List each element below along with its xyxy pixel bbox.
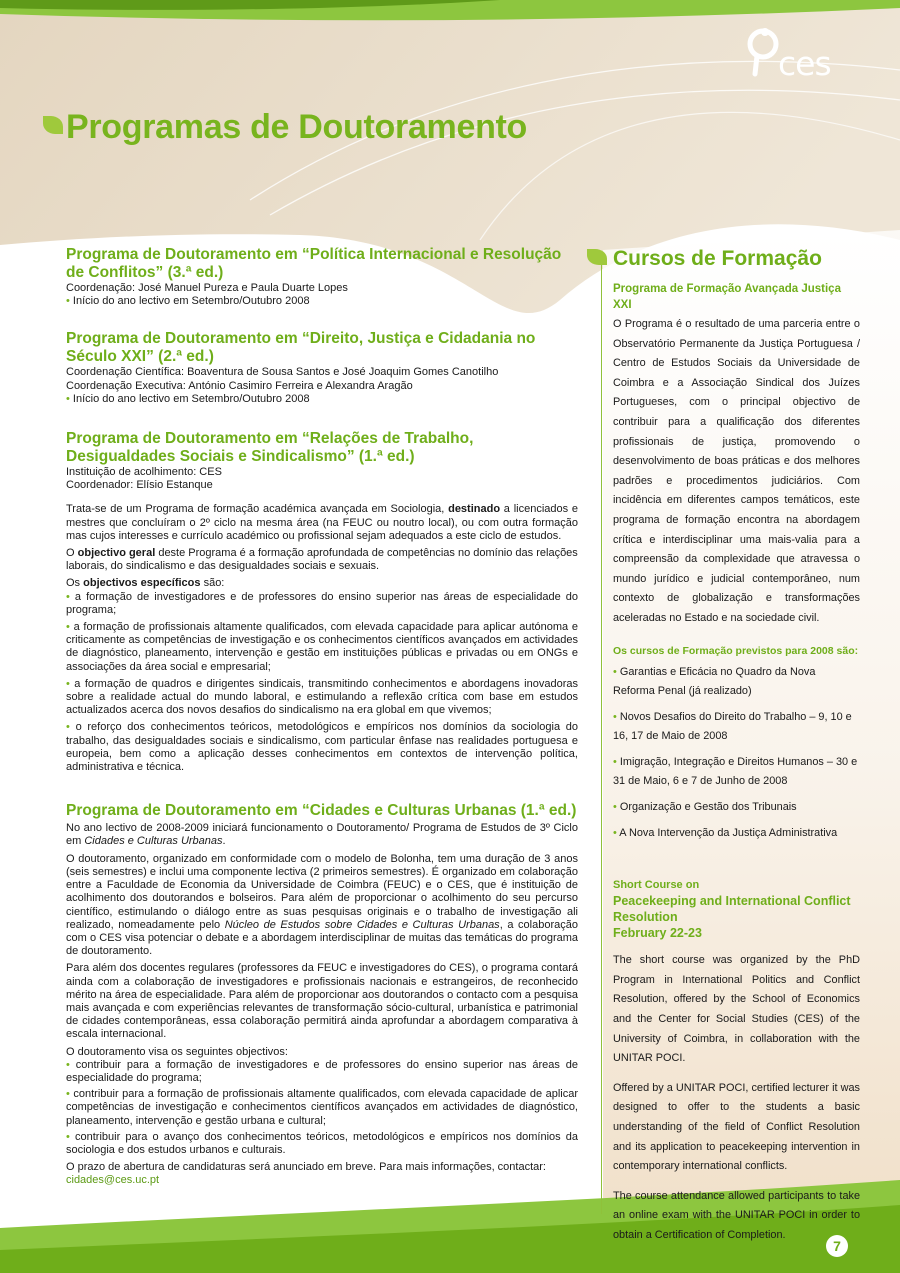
- list-item: • A Nova Intervenção da Justiça Administrativa: [613, 826, 838, 839]
- bullet-icon: •: [613, 710, 617, 723]
- column-divider: [601, 262, 602, 1214]
- bullet-icon: •: [66, 1088, 70, 1101]
- intro-paragraph: Trata-se de um Programa de formação académica avançada em Sociologia, destinado a licenciados e mestres que concluíram o 2º ciclo na mesma área (na FEUC ou noutro local), ou com outra formação mas cujos interesses e currículo académico ou profissional sejam adequados a este ciclo de estudos.: [66, 503, 578, 542]
- bullet-icon: •: [66, 295, 70, 308]
- program-urban-cultures: [66, 802, 578, 1187]
- short-course-date: February 22-23: [613, 926, 702, 941]
- short-course-block: [613, 877, 860, 1245]
- bullet-icon: •: [66, 677, 70, 690]
- bullet-icon: •: [66, 621, 70, 634]
- program-title: Programa de Doutoramento em “Relações de Trabalho, Desigualdades Sociais e Sindicalismo” (1.ª ed.): [66, 430, 474, 466]
- bullet-icon: •: [613, 755, 617, 768]
- program-law-justice: [66, 330, 578, 406]
- program-description: O Programa é o resultado de uma parceria entre o Observatório Permanente da Justiça Portuguesa / Centro de Estudos Sociais da Universidade de Coimbra e a Associação Sindical dos Juízes Portugueses, com o principal objectivo de contribuir para a qualificação dos diferentes profissionais de justiça, promovendo o desenvolvimento de boas práticas e dos melhores padrões e procedimentos judiciários. Com incidência em diferentes campos temáticos, este programa de formação encontra na abordagem crítica e interdisciplinar uma mais-valia para a compreensão da complexidade que atravessa o mundo jurídico e judicial contemporâneo, num contexto de globalização e transformações aceleradas no Estado e na sociedade civil.: [613, 318, 860, 624]
- bullet-icon: •: [613, 826, 617, 839]
- list-item: • contribuir para a formação de profissionais altamente qualificados, com elevada capacidade de aplicar competências de investigação e conhecimentos científicos avançados em actividades de diagnóstico, planeamento, intervenção e gestão urbana e cultural;: [66, 1088, 578, 1127]
- bullet-icon: •: [613, 801, 617, 814]
- list-item: • o reforço dos conhecimentos teóricos, metodológicos e empíricos nos domínios da sociologia do trabalho, das desigualdades sociais e sindicalismo, com particular ênfase nas realidades portuguesa e europeia, bem como a aplicação desses conhecimentos em contextos de intervenção política, administrativa e técnica.: [66, 721, 579, 774]
- list-item: • Novos Desafios do Direito do Trabalho – 9, 10 e 16, 17 de Maio de 2008: [613, 710, 852, 743]
- paragraph: No ano lectivo de 2008-2009 iniciará funcionamento o Doutoramento/ Programa de Estudos de 3º Ciclo em Cidades e Culturas Urbanas.: [66, 822, 578, 848]
- closing-paragraph: O prazo de abertura de candidaturas será anunciado em breve. Para mais informações, contactar:: [66, 1161, 546, 1174]
- host-institution: Instituição de acolhimento: CES: [66, 466, 222, 479]
- list-item: • contribuir para a formação de investigadores e de professores do ensino superior nas áreas de especialidade do programa;: [66, 1058, 578, 1084]
- paragraph: Para além dos docentes regulares (professores da FEUC e investigadores do CES), o programa contará ainda com a colaboração de investigadores e profissionais nacionais e estrangeiros, de reconhecido mérito na área de especialidade. Para além de proporcionar aos doutorandos o contacto com a pesquisa mais avançada e com experiências relevantes de transformação sócio-cultural, urbanística e patrimonial de cidades contemporâneas, essa colaboração permitirá ainda aprofundar a abordagem comparativa à escala internacional.: [66, 962, 578, 1041]
- list-item: • Imigração, Integração e Direitos Humanos – 30 e 31 de Maio, 6 e 7 de Junho de 2008: [613, 755, 858, 788]
- program-labour-relations: [66, 430, 578, 774]
- page-number: 7: [826, 1235, 848, 1257]
- paragraph: O doutoramento, organizado em conformidade com o modelo de Bolonha, tem uma duração de 3 anos (seis semestres) e inclui uma componente lectiva (2 primeiros semestres). É organizado em colaboração entre a Faculdade de Economia da Universidade de Coimbra (FEUC) e o CES, que é instituição de acolhimento dos doutorandos e bolseiros. Para além de proporcionar o acolhimento do seu percurso científico, estimulando o diálogo entre as suas pesquisas originais e o trabalho de investigação ali realizado, nomeadamente pelo Núcleo de Estudos sobre Cidades e Culturas Urbanas, a colaboração com o CES visa potenciar o debate e a abordagem interdisciplinar de muitas das temáticas do programa de doutoramento.: [66, 852, 578, 958]
- bullet-icon: •: [66, 1058, 70, 1071]
- doctoral-programs-column: [66, 246, 578, 1188]
- paragraph: The course attendance allowed participants to take an online exam with the UNITAR POCI in order to obtain a Certification of Completion.: [613, 1189, 860, 1241]
- bullet-icon: •: [66, 721, 70, 734]
- short-course-label: Short Course on: [613, 879, 700, 892]
- specific-objectives-intro: Os objectivos específicos são:: [66, 577, 225, 590]
- bullet-icon: •: [66, 1130, 70, 1143]
- program-political-international: [66, 246, 578, 308]
- scientific-coordination: Coordenação Científica: Boaventura de Sousa Santos e José Joaquim Gomes Canotilho: [66, 366, 499, 379]
- executive-coordination: Coordenação Executiva: António Casimiro Ferreira e Alexandra Aragão: [66, 379, 413, 392]
- program-title: Programa de Doutoramento em “Direito, Justiça e Cidadania no Século XXI” (2.ª ed.): [66, 330, 536, 366]
- list-item: • a formação de profissionais altamente qualificados, com elevada capacidade para aplicar autónoma e criticamente as competências de investigação e os conhecimentos científicos avançados em actividades de diagnóstico, planeamento, intervenção e gestão em instituições públicas e privadas ou em ONGs e associações da área social e empresarial;: [66, 621, 578, 673]
- program-title: Programa de Doutoramento em “Cidades e Culturas Urbanas (1.ª ed.): [66, 802, 577, 820]
- paragraph: The short course was organized by the PhD Program in International Politics and Conflict Resolution, offered by the School of Economics and the Center for Social Studies (CES) of the University of Coimbra, in collaboration with the UNITAR POCI.: [613, 954, 860, 1065]
- list-item: • a formação de quadros e dirigentes sindicais, transmitindo conhecimentos e abordagens inovadoras sobre a realidade actual do mundo laboral, e estimulando a reflexão crítica com base em estudos actualizados acerca dos novos desafios do sindicalismo na era global em que vivemos;: [66, 677, 578, 717]
- coordination: Coordenação: José Manuel Pureza e Paula Duarte Lopes: [66, 282, 348, 294]
- list-item: • Organização e Gestão dos Tribunais: [613, 801, 797, 814]
- program-title: Programa de Doutoramento em “Política Internacional e Resolução de Conflitos” (3.ª ed.): [66, 246, 562, 281]
- list-item: • Garantias e Eficácia no Quadro da Nova Reforma Penal (já realizado): [613, 665, 816, 698]
- general-objective: O objectivo geral deste Programa é a formação aprofundada de competências no domínio das relações laborais, do sindicalismo e das desigualdades sociais e sexuais.: [66, 547, 578, 573]
- bullet-icon: •: [66, 392, 70, 405]
- page-title: Programas de Doutoramento: [66, 108, 528, 146]
- start-date: • Início do ano lectivo em Setembro/Outubro 2008: [66, 392, 310, 405]
- ces-logo-text: ces: [778, 44, 831, 83]
- section-title: Cursos de Formação: [613, 247, 822, 270]
- list-item: • contribuir para o avanço dos conhecimentos teóricos, metodológicos e empíricos nos domínios da sociologia e dos estudos urbanos e culturais.: [66, 1130, 578, 1156]
- program-subtitle: Programa de Formação Avançada Justiça XXI: [613, 283, 841, 311]
- bullet-icon: •: [66, 590, 70, 603]
- start-date: • Início do ano lectivo em Setembro/Outubro 2008: [66, 295, 310, 308]
- short-course-title: Peacekeeping and International Conflict Resolution: [613, 894, 851, 925]
- paragraph: Offered by a UNITAR POCI, certified lecturer it was designed to offer to the students a basic understanding of the field of Conflict Resolution and its application to peacekeeping intervention in contemporary international conflicts.: [613, 1081, 860, 1173]
- course-list-title: Os cursos de Formação previstos para 2008 são:: [613, 644, 859, 657]
- contact-email[interactable]: cidades@ces.uc.pt: [66, 1174, 160, 1187]
- list-item: • a formação de investigadores e de professores do ensino superior nas áreas de especialidade do programa;: [66, 590, 578, 616]
- training-courses-column: [613, 246, 860, 1246]
- bullet-icon: •: [613, 665, 617, 678]
- coordinator: Coordenador: Elísio Estanque: [66, 479, 213, 492]
- objectives-intro: O doutoramento visa os seguintes objectivos:: [66, 1045, 288, 1058]
